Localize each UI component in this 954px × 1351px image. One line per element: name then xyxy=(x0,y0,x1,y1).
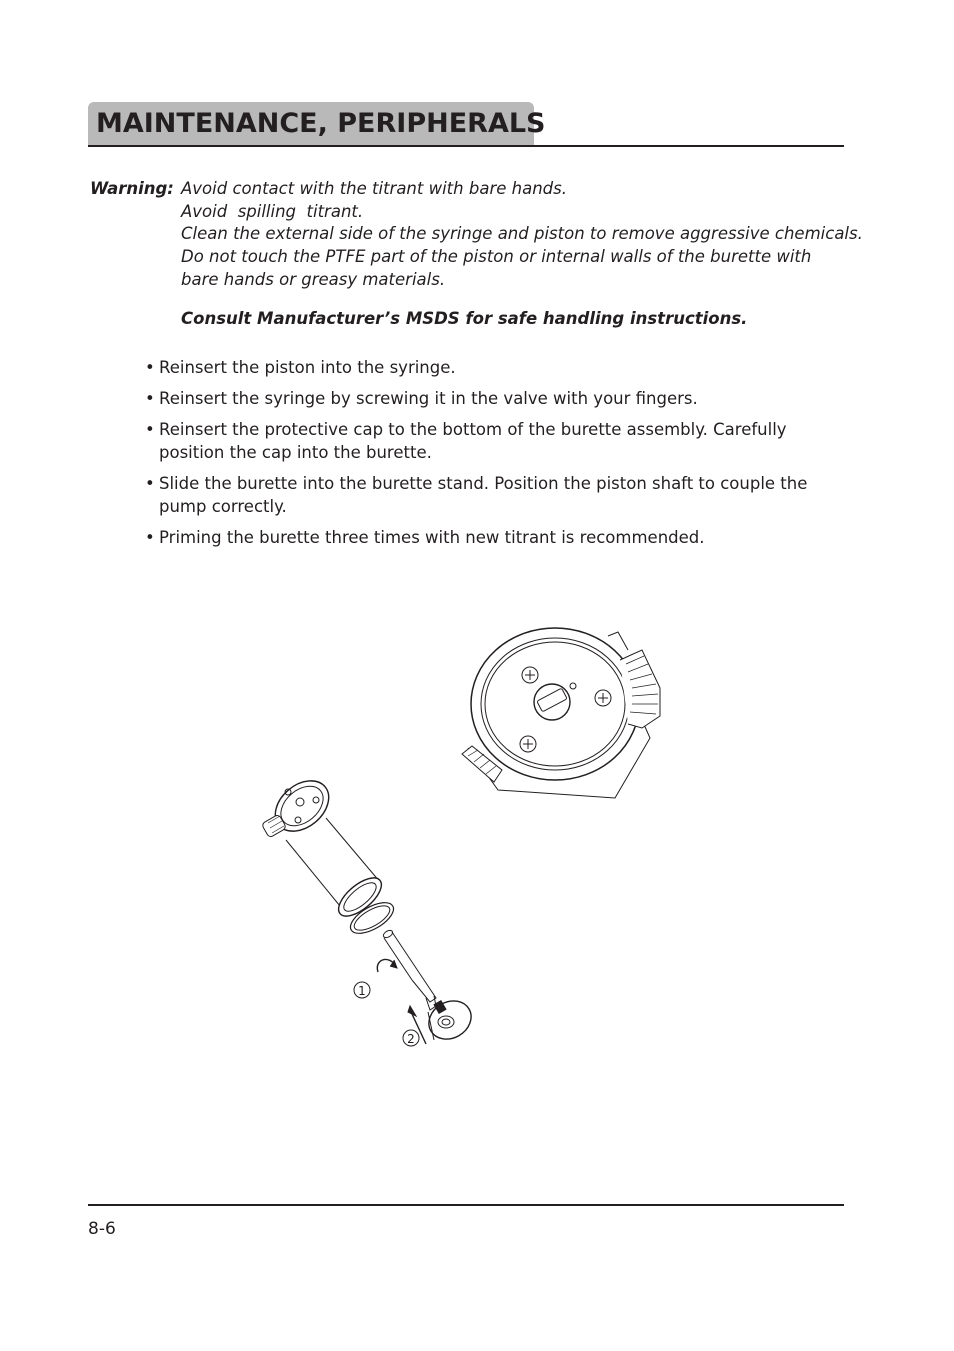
bullet: • xyxy=(145,420,155,439)
msds-notice: Consult Manufacturer’s MSDS for safe handling instructions. xyxy=(181,309,748,328)
step-text: Reinsert the syringe by screwing it in the valve with your fingers. xyxy=(159,389,698,408)
list-item xyxy=(145,526,845,549)
step-text: Slide the burette into the burette stand. Position the piston shaft to couple the pump correctly. xyxy=(159,474,808,516)
procedure-steps xyxy=(145,356,845,557)
callout-1 xyxy=(354,982,370,998)
bullet: • xyxy=(145,528,155,547)
step-text: Reinsert the protective cap to the bottom of the burette assembly. Carefully position the cap into the burette. xyxy=(159,420,787,462)
warning-lines xyxy=(181,178,863,292)
warning-line: Avoid spilling titrant. xyxy=(181,201,364,221)
burette-assembly-illustration xyxy=(240,620,680,1060)
header-rule xyxy=(88,145,844,147)
bullet: • xyxy=(145,358,155,377)
bullet: • xyxy=(145,474,155,493)
list-item xyxy=(145,387,845,410)
step-text: Priming the burette three times with new titrant is recommended. xyxy=(159,528,705,547)
warning-label: Warning: xyxy=(90,179,174,198)
warning-line: Do not touch the PTFE part of the piston or internal walls of the burette with bare hands or greasy materials. xyxy=(181,247,812,289)
bullet: • xyxy=(145,389,155,408)
step-text: Reinsert the piston into the syringe. xyxy=(159,358,456,377)
callout-2 xyxy=(403,1030,419,1046)
page-number: 8-6 xyxy=(88,1219,116,1239)
list-item xyxy=(145,472,845,518)
burette-drawing xyxy=(261,771,478,1047)
section-title: MAINTENANCE, PERIPHERALS xyxy=(88,102,534,146)
list-item xyxy=(145,356,845,379)
svg-text:1: 1 xyxy=(358,984,366,998)
list-item xyxy=(145,418,845,464)
svg-text:2: 2 xyxy=(407,1032,415,1046)
valve-head-drawing xyxy=(462,628,660,798)
warning-line: Avoid contact with the titrant with bare hands. xyxy=(181,179,567,198)
footer-rule xyxy=(88,1204,844,1206)
warning-line: Clean the external side of the syringe and piston to remove aggressive chemicals. xyxy=(181,224,863,244)
